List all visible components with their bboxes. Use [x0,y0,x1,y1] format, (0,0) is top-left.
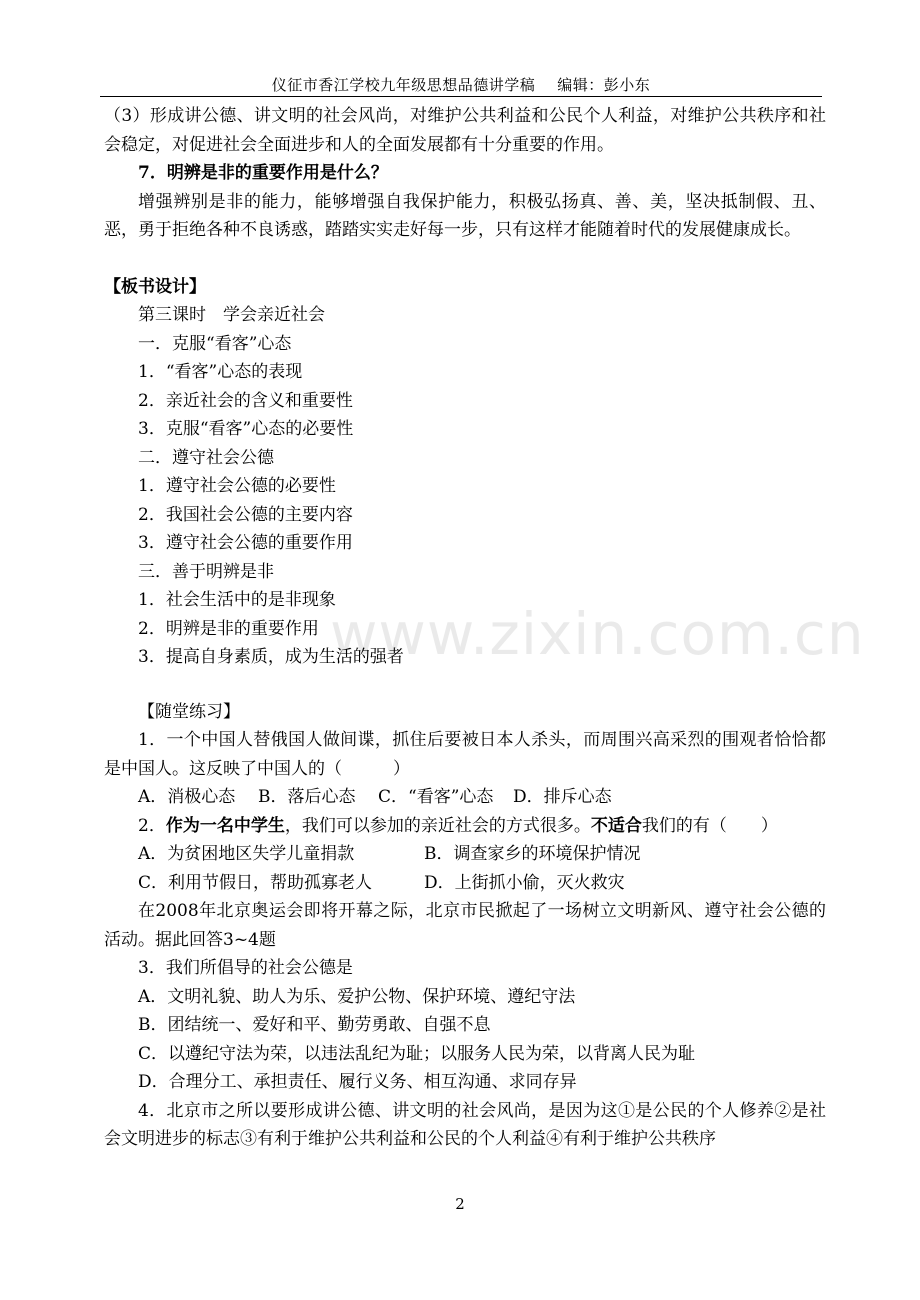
question-3-option-b: B．团结统一、爱好和平、勤劳勇敢、自强不息 [138,1015,491,1035]
practice-heading: 【随堂练习】 [138,701,240,722]
board-line: 2．我国社会公德的主要内容 [138,504,353,525]
context-paragraph: 在2008年北京奥运会即将开幕之际，北京市民掀起了一场树立文明新风、遵守社会公德的活动。据此回答3~4题 [104,901,826,950]
question-4-stem: 4．北京市之所以要形成讲公德、讲文明的社会风尚，是因为这①是公民的个人修养②是社会文明进步的标志③有利于维护公共利益和公民的个人利益④有利于维护公共秩序 [104,1100,826,1149]
question-2-options-cd [104,869,826,898]
board-outline [104,301,826,672]
board-line: 第三课时 学会亲近社会 [138,305,325,325]
question-2-emphasis-2: 不适合 [590,815,642,836]
option-a: A．消极心态 [138,787,236,807]
option-b: B．调查家乡的环境保护情况 [424,844,641,864]
option-c: C．利用节假日，帮助孤寡老人 [138,872,373,893]
option-d: D．排斥心态 [513,787,612,807]
spacer [104,245,826,273]
board-line: 二．遵守社会公德 [138,447,274,468]
board-line: 2．亲近社会的含义和重要性 [138,390,353,411]
option-c: C．“看客”心态 [378,787,494,807]
question-3-option-c: C．以遵纪守法为荣，以违法乱纪为耻；以服务人民为荣，以背离人民为耻 [138,1043,696,1064]
question-2-stem [104,812,826,841]
header-rule [100,96,822,97]
watermark: www.zixin.com.cn [330,600,865,668]
spacer [104,672,826,698]
page-header [100,74,822,95]
question-3-option-a: A．文明礼貌、助人为乐、爱护公物、保护环境、遵纪守法 [138,986,576,1007]
paragraph-3: （3）形成讲公德、讲文明的社会风尚，对维护公共利益和公民个人利益，对维护公共秩序和社会稳定，对促进社会全面进步和人的全面发展都有十分重要的作用。 [104,106,826,155]
board-line: 3．克服“看客”心态的必要性 [138,419,354,439]
board-line: 1．“看客”心态的表现 [138,362,303,382]
board-line: 2．明辨是非的重要作用 [138,618,319,639]
board-line: 3．遵守社会公德的重要作用 [138,533,353,553]
board-line: 3．提高自身素质，成为生活的强者 [138,647,404,667]
question-3-stem: 3．我们所倡导的社会公德是 [138,958,353,978]
option-d: D．上街抓小偷，灭火救灾 [424,872,625,893]
question-2-emphasis-1: 作为一名中学生 [165,815,285,836]
header-title: 仪征市香江学校九年级思想品德讲学稿 [271,76,536,94]
page-number: 2 [455,1195,465,1213]
question-7-title: 7．明辨是非的重要作用是什么？ [138,163,388,183]
option-b: B．落后心态 [258,787,356,807]
question-7-answer: 增强辨别是非的能力，能够增强自我保护能力，积极弘扬真、善、美，坚决抵制假、丑、恶，勇于拒绝各种不良诱惑，踏踏实实走好每一步，只有这样才能随着时代的发展健康成长。 [104,191,826,240]
question-2-text: ，我们可以参加的亲近社会的方式很多。 [284,815,591,836]
question-2-number: 2． [138,815,166,836]
question-1-options [104,783,826,812]
option-a: A．为贫困地区失学儿童捐款 [138,844,355,864]
header-editor: 编辑：彭小东 [557,76,651,94]
question-3-option-d: D．合理分工、承担责任、履行义务、相互沟通、求同存异 [138,1072,577,1092]
document-body [104,102,826,1154]
board-line: 1．社会生活中的是非现象 [138,590,336,610]
question-1-stem: 1．一个中国人替俄国人做间谍，抓住后要被日本人杀头，而周围兴高采烈的围观者恰恰都是中国人。这反映了中国人的（ ） [104,730,826,779]
board-line: 一．克服“看客”心态 [138,333,292,354]
board-line: 1．遵守社会公德的必要性 [138,476,336,496]
board-heading: 【板书设计】 [104,276,206,297]
question-2-end: 我们的有（ ） [641,815,778,836]
question-2-options-ab [104,840,826,869]
board-line: 三．善于明辨是非 [138,561,274,582]
